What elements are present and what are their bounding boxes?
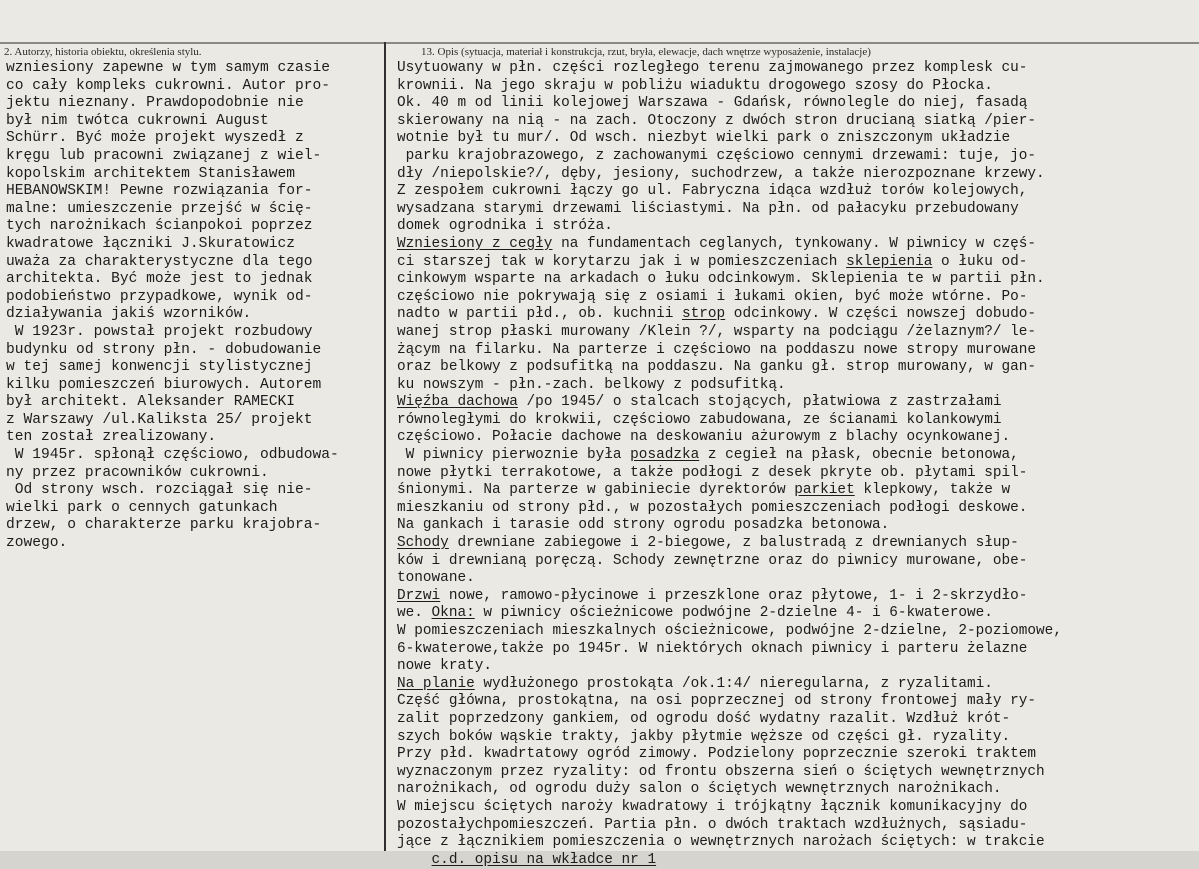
text-segment: tonowane. [397,570,475,587]
text-segment: z cegieł na płask, obecnie betonowa, [699,447,1019,464]
history-text-line: co cały kompleks cukrowni. Autor pro- [6,77,331,94]
text-segment: nowe płytki terrakotowe, a także podłogi z desek pkryte ob. płytami spil- [397,464,1028,481]
text-segment [397,852,432,868]
text-segment: skierowany na nią - na zach. Otoczony z dwóch stron drucianą siatką /pier- [397,112,1037,129]
history-text-line: z Warszawy /ul.Kaliksta 25/ projekt [6,411,313,428]
history-text-line: wzniesiony zapewne w tym samym czasie [6,60,331,76]
right-column-header: 13. Opis (sytuacja, materiał i konstrukcja, rzut, bryła, elewacje, dach wnętrze wyposażenie, instalacje) [421,46,871,58]
column-divider-line [384,42,386,851]
history-text-line: wielki park o cennych gatunkach [6,499,278,516]
history-text-line: podobieństwo przypadkowe, wynik od- [6,288,313,305]
description-text-line [397,746,1195,764]
description-text-line [397,764,1195,782]
text-segment: krownii. Na jego skraju w pobliżu wiaduktu drogowego szosy do Płocka. [397,77,993,94]
text-segment: drewniane zabiegowe i 2-biegowe, z balustradą z drewnianych słup- [448,535,1019,552]
history-text-line: działywania jakiś wzorników. [6,306,252,323]
description-text-line [397,78,1195,96]
text-segment: ci starszej tak w korytarzu jak i w pomieszczeniach [397,253,847,270]
text-segment: pozostałychpomieszczeń. Partia płn. o dwóch traktach wzdłużnych, sąsiadu- [397,816,1028,833]
text-segment: w piwnicy ościeżnicowe podwójne 2-dzielne 4- i 6-kwaterowe. [474,605,993,622]
description-text-line [397,799,1195,817]
description-text-line [397,605,1195,623]
text-segment: mieszkaniu od strony płd., w pozostałych pomieszczeniach podłogi deskowe. [397,499,1028,516]
description-text-line [397,359,1195,377]
text-segment: śnionymi. Na parterze w gabiniecie dyrektorów [397,482,795,499]
history-text-line: budynku od strony płn. - dobudowanie [6,341,322,358]
text-segment: wanej strop płaski murowany /Klein ?/, wsparty na podciągu /żelaznym?/ le- [397,323,1037,340]
description-text-line [397,60,1195,78]
text-segment: Ok. 40 m od linii kolejowej Warszawa - Gdańsk, równolegle do niej, fasadą [397,95,1028,112]
text-segment: cinkowym wsparte na arkadach o łuku odcinkowym. Sklepienia te w partii płn. [397,271,1045,288]
text-segment: klepkowy, także w [854,482,1011,499]
history-text-line: malne: umieszczenie przejść w ścię- [6,200,313,217]
history-column [6,60,382,553]
text-segment: wotnie był tu mur/. Od wsch. niezbyt wielki park o zniszczonym układzie [397,130,1011,147]
text-segment: 6-kwaterowe,także po 1945r. W niektórych oknach piwnicy i parteru żelazne [397,640,1028,657]
description-text-line [397,218,1195,236]
history-text-line: kilku pomieszczeń biurowych. Autorem [6,376,322,393]
history-text-line: ten został zrealizowany. [6,429,217,446]
history-text-line: był architekt. Aleksander RAMECKI [6,394,296,411]
description-text-line [397,465,1195,483]
history-text-line: w tej samej konwencji stylistycznej [6,359,313,376]
description-text-line [397,676,1195,694]
description-text-line [397,394,1195,412]
text-segment: częściowo nie pokrywają się z osiami i łukami okien, być może wtórne. Po- [397,288,1028,305]
description-text-line [397,377,1195,395]
text-segment: Z zespołem cukrowni łączy go ul. Fabryczna idąca wzdłuż torów kolejowych, [397,183,1028,200]
description-text-line [397,711,1195,729]
text-segment: odcinkowy. W części nowszej dobudo- [725,306,1037,323]
text-segment: nadto w partii płd., ob. kuchnii [397,306,682,323]
underlined-term: Drzwi [397,587,441,604]
description-text-line [397,482,1195,500]
text-segment: zalit poprzedzony gankiem, od ogrodu dość wydatny razalit. Wzdłuż krót- [397,710,1011,727]
description-text-line [397,852,1195,869]
text-segment: szych boków wąskie trakty, jakby płytmie węższe od części gł. ryzality. [397,728,1011,745]
text-segment: wysadzana starymi drzewami liściastymi. Na płn. od pałacyku przebudowany [397,200,1019,217]
left-column-header: 2. Autorzy, historia obiektu, określenia stylu. [4,46,202,58]
description-text-line [397,342,1195,360]
description-text-line [397,148,1195,166]
description-text-line [397,201,1195,219]
description-text-line [397,447,1195,465]
description-text-line [397,236,1195,254]
history-text-line: Od strony wsch. rozciągał się nie- [6,482,313,499]
text-segment: jące z łącznikiem pomieszczenia o wewnętrznych narożach ściętych: w trakcie [397,834,1045,851]
underlined-term: Na planie [397,675,475,692]
underlined-term: Okna: [431,605,475,622]
text-segment: W pomieszczeniach mieszkalnych ościeżnicowe, podwójne 2-dzielne, 2-poziomowe, [397,623,1062,639]
history-text-line: W 1923r. powstał projekt rozbudowy [6,323,313,340]
text-segment: Na gankach i tarasie odd strony ogrodu posadzka betonowa. [397,517,890,534]
history-text-line: architekta. Być może jest to jednak [6,271,313,288]
history-text-line: zowego. [6,535,68,552]
top-divider-line [0,42,1199,44]
history-text-line: HEBANOWSKIM! Pewne rozwiązania for- [6,183,313,200]
description-text-line [397,306,1195,324]
text-segment: ku nowszym - płn.-zach. belkowy z podsufitką. [397,376,786,393]
text-segment: nowe kraty. [397,658,492,675]
text-segment: Część główna, prostokątna, na osi poprzecznej od strony frontowej mały ry- [397,693,1037,710]
text-segment: o łuku od- [932,253,1028,270]
text-segment: równoległymi do krokwii, częściowo zabudowana, ze ścianami kolankowymi [397,411,1002,428]
description-text-line [397,517,1195,535]
underlined-term: c.d. opisu na wkładce nr 1 [431,851,657,868]
underlined-term: parkiet [794,482,855,499]
text-segment: W piwnicy pierwoznie była [397,447,631,464]
history-text-line: był nim twótca cukrowni August [6,112,269,129]
history-text-line: jektu nieznany. Prawdopodobnie nie [6,95,304,112]
text-segment: Przy płd. kwadrtatowy ogród zimowy. Podzielony poprzecznie szeroki traktem [397,746,1037,763]
history-text-line: kopolskim architektem Stanisławem [6,165,296,182]
description-text-line [397,570,1195,588]
description-text-line [397,834,1195,852]
history-text-line: kwadratowe łączniki J.Skuratowicz [6,235,296,252]
underlined-term: posadzka [630,447,700,464]
history-text-line: Schürr. Być może projekt wyszedł z [6,130,304,147]
underlined-term: Więźba dachowa [397,394,518,411]
text-segment: na fundamentach ceglanych, tynkowany. W piwnicy w częś- [552,235,1037,252]
description-text-line [397,429,1195,447]
text-segment: oraz belkowy z podsufitką na poddaszu. Na ganku gł. strop murowany, w gan- [397,359,1037,376]
description-text-line [397,289,1195,307]
description-text-line [397,658,1195,676]
description-text-line [397,130,1195,148]
description-text-line [397,271,1195,289]
text-segment: częściowo. Połacie dachowe na deskowaniu ażurowym z blachy ocynkowanej. [397,429,1011,446]
text-segment: wydłużonego prostokąta /ok.1:4/ nieregularna, z ryzalitami. [474,675,993,692]
text-segment: narożnikach, od ogrodu duży salon o ściętych wewnętrznych narożnikach. [397,781,1002,798]
description-text-line [397,641,1195,659]
description-text-line [397,166,1195,184]
description-text-line [397,183,1195,201]
underlined-term: Schody [397,535,449,552]
underlined-term: Wzniesiony z cegły [397,235,553,252]
description-text-line [397,113,1195,131]
text-segment: we. [397,605,432,622]
description-text-line [397,254,1195,272]
history-text-line: ny przez pracowników cukrowni. [6,464,269,481]
text-segment: W miejscu ściętych naroży kwadratowy i trójkątny łącznik komunikacyjny do [397,798,1028,815]
history-text-line: W 1945r. spłonął częściowo, odbudowa- [6,447,339,464]
description-text-line [397,781,1195,799]
text-segment: parku krajobrazowego, z zachowanymi częściowo cennymi drzewami: tuje, jo- [397,147,1037,164]
description-column [397,60,1195,869]
history-text-line: tych narożnikach ścianpokoi poprzez [6,218,313,235]
description-text-line [397,324,1195,342]
underlined-term: sklepienia [846,253,933,270]
description-text-line [397,588,1195,606]
text-segment: domek ogrodnika i stróża. [397,218,613,235]
text-segment: Usytuowany w płn. części rozległego terenu zajmowanego przez komplesk cu- [397,60,1028,76]
history-text-line: drzew, o charakterze parku krajobra- [6,517,322,534]
text-segment: żącym na filarku. Na parterze i częściowo na poddaszu nowe stropy murowane [397,341,1037,358]
text-segment: nowe, ramowo-płycinowe i przeszklone oraz płytowe, 1- i 2-skrzydło- [440,587,1028,604]
text-segment: dły /niepolskie?/, dęby, jesiony, suchodrzew, a także nierozpoznane krzewy. [397,165,1045,182]
text-segment: /po 1945/ o stalcach stojących, płatwiowa z zastrzałami [517,394,1002,411]
underlined-term: strop [681,306,726,323]
description-text-line [397,553,1195,571]
history-text-line: kręgu lub pracowni związanej z wiel- [6,147,322,164]
text-segment: ków i drewnianą poręczą. Schody zewnętrzne oraz do piwnicy murowane, obe- [397,552,1028,569]
description-text-line [397,817,1195,835]
description-text-line [397,623,1195,641]
description-text-line [397,535,1195,553]
description-text-line [397,95,1195,113]
history-text-line: uważa za charakterystyczne dla tego [6,253,313,270]
description-text-line [397,693,1195,711]
description-text-line [397,729,1195,747]
description-text-line [397,500,1195,518]
text-segment: wyznaczonym przez ryzality: od frontu obszerna sień o ściętych wewnętrznych [397,763,1045,780]
description-text-line [397,412,1195,430]
